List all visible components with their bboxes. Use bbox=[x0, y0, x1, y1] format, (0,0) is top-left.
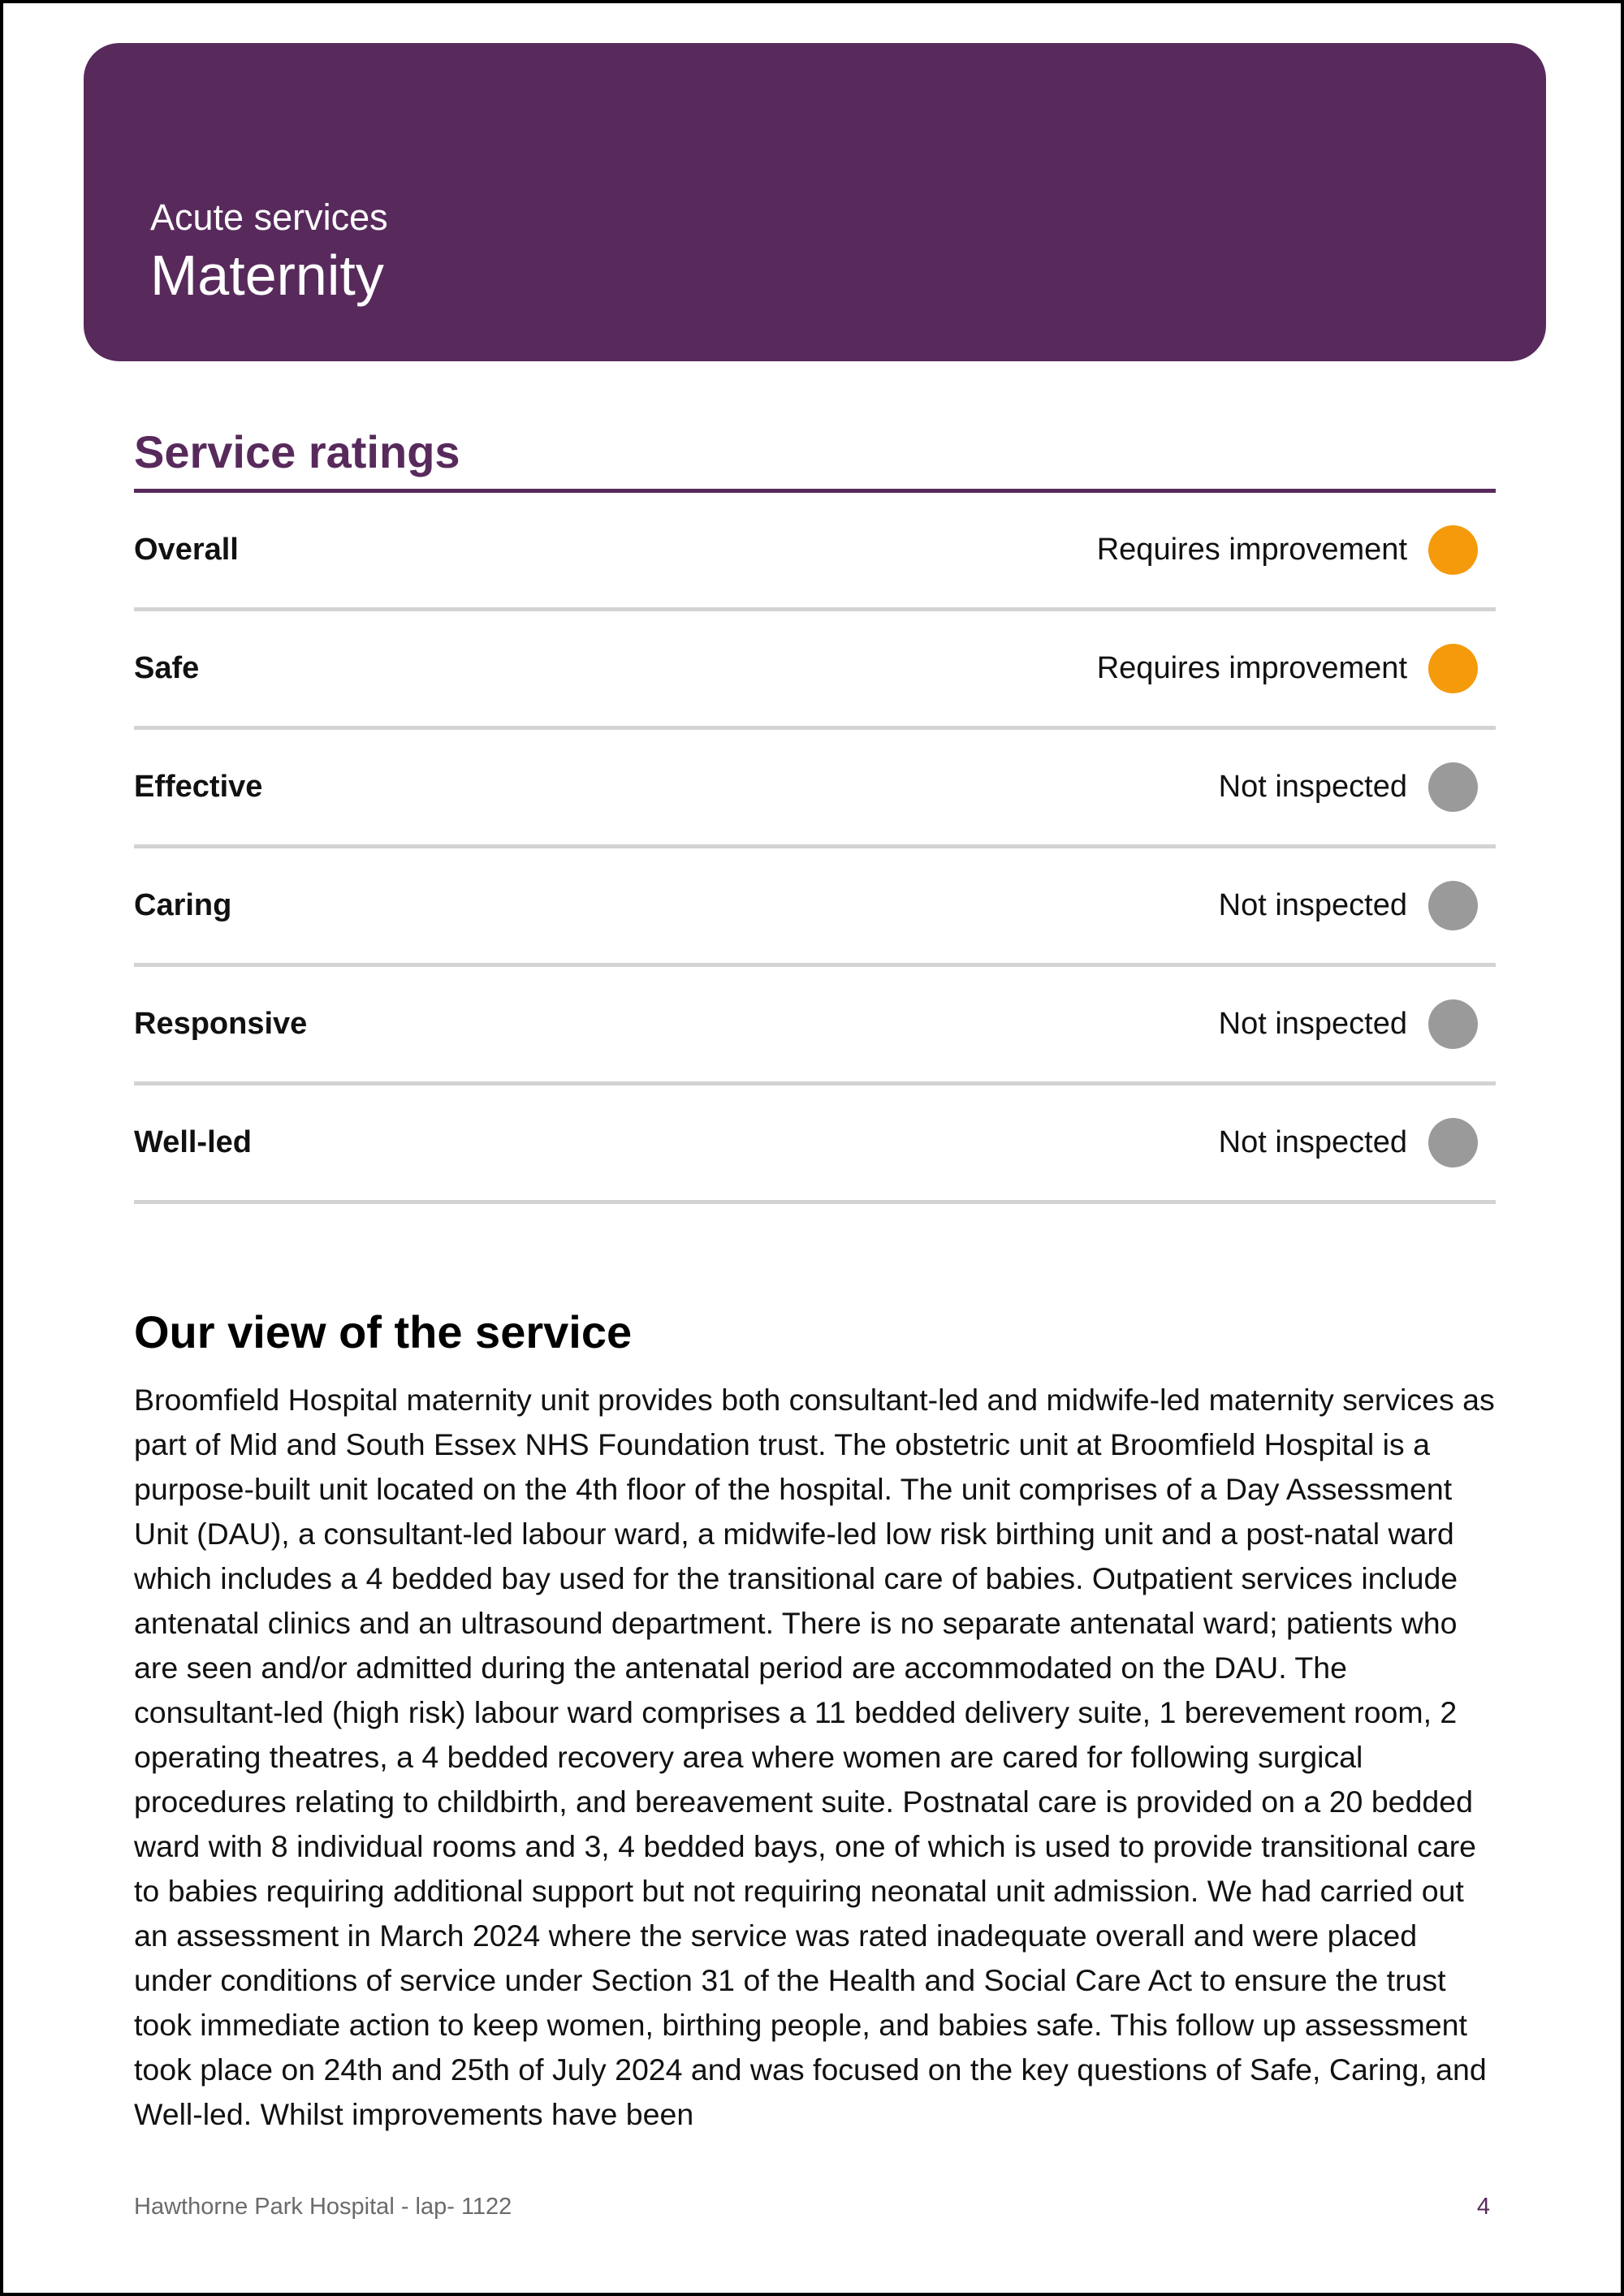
service-ratings-heading: Service ratings bbox=[134, 427, 1496, 493]
rating-status-dot-icon bbox=[1428, 1118, 1478, 1167]
rating-value: Requires improvement bbox=[1096, 532, 1407, 567]
footer-document-name: Hawthorne Park Hospital - lap- 1122 bbox=[134, 2194, 512, 2220]
rating-row-overall bbox=[134, 493, 1496, 611]
rating-status-dot-icon bbox=[1428, 644, 1478, 693]
rating-label: Well-led bbox=[134, 1124, 252, 1159]
service-view-body: Broomfield Hospital maternity unit provides both consultant-led and midwife-led maternity services as part of Mid and South Essex NHS Foundation trust. The obstetric unit at Broomfield Hospital is a purpose-built unit located on the 4th floor of the hospital. The unit comprises of a Day Assessment Unit (DAU), a consultant-led labour ward, a midwife-led low risk birthing unit and a post-natal ward which includes a 4 bedded bay used for the transitional care of babies. Outpatient services include antenatal clinics and an ultrasound department. There is no separate antenatal ward; patients who are seen and/or admitted during the antenatal period are accommodated on the DAU. The consultant-led (high risk) labour ward comprises a 11 bedded delivery suite, 1 berevement room, 2 operating theatres, a 4 bedded recovery area where women are cared for following surgical procedures relating to childbirth, and bereavement suite. Postnatal care is provided on a 20 bedded ward with 8 individual rooms and 3, 4 bedded bays, one of which is used to provide transitional care to babies requiring additional support but not requiring neonatal unit admission. We had carried out an assessment in March 2024 where the service was rated inadequate overall and were placed under conditions of service under Section 31 of the Health and Social Care Act to ensure the trust took immediate action to keep women, birthing people, and babies safe. This follow up assessment took place on 24th and 25th of July 2024 and was focused on the key questions of Safe, Caring, and Well-led. Whilst improvements have been bbox=[134, 1383, 1495, 2132]
rating-value: Not inspected bbox=[1218, 1006, 1407, 1041]
rating-status-dot-icon bbox=[1428, 525, 1478, 575]
service-view-section bbox=[134, 1306, 1496, 2137]
rating-row-responsive bbox=[134, 967, 1496, 1085]
rating-row-effective bbox=[134, 730, 1496, 848]
rating-value: Not inspected bbox=[1218, 887, 1407, 922]
rating-status-dot-icon bbox=[1428, 881, 1478, 930]
footer-page-number: 4 bbox=[1476, 2194, 1490, 2220]
rating-value: Not inspected bbox=[1218, 769, 1407, 804]
service-ratings-section bbox=[134, 427, 1496, 1204]
rating-status-dot-icon bbox=[1428, 762, 1478, 812]
service-view-heading: Our view of the service bbox=[134, 1306, 633, 1357]
section-category: Acute services bbox=[150, 196, 388, 238]
rating-row-caring bbox=[134, 848, 1496, 967]
rating-label: Effective bbox=[134, 769, 263, 804]
rating-label: Responsive bbox=[134, 1006, 308, 1041]
rating-status-dot-icon bbox=[1428, 999, 1478, 1049]
section-title: Maternity bbox=[150, 243, 384, 307]
rating-label: Overall bbox=[134, 532, 239, 567]
rating-label: Safe bbox=[134, 650, 200, 685]
section-header-band bbox=[84, 43, 1546, 361]
rating-value: Not inspected bbox=[1218, 1124, 1407, 1159]
rating-row-safe bbox=[134, 611, 1496, 730]
rating-row-well-led bbox=[134, 1085, 1496, 1204]
rating-label: Caring bbox=[134, 887, 232, 922]
rating-value: Requires improvement bbox=[1096, 650, 1407, 685]
